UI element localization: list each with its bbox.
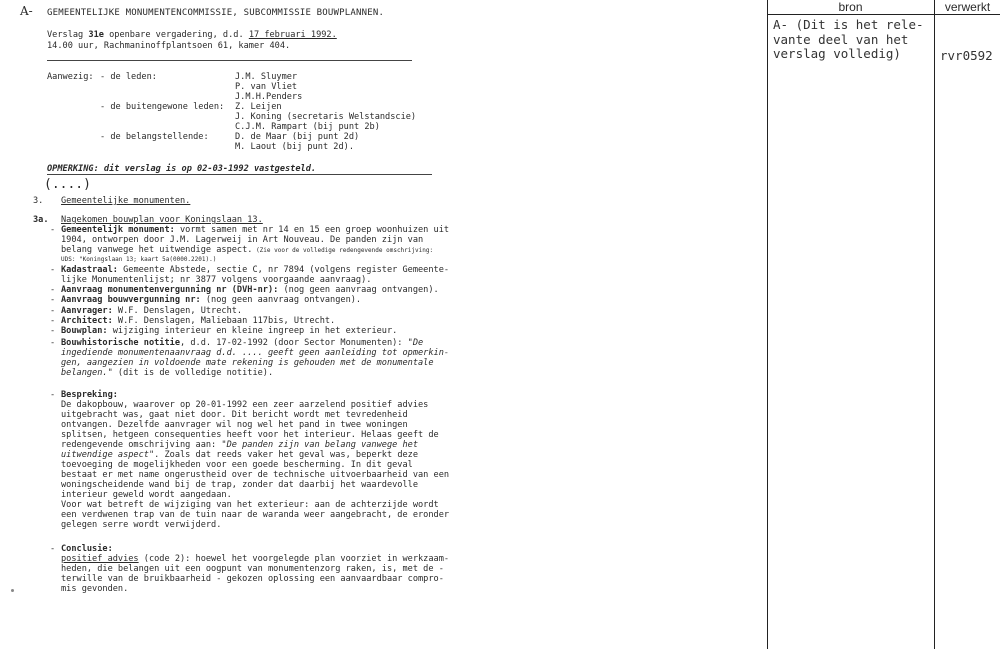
conclusie-line-4: mis gevonden. xyxy=(61,584,129,594)
kadastraal-line-1: Kadastraal: Gemeente Abstede, sectie C, nr 7894 (volgens register Gemeente- xyxy=(61,265,450,275)
attendance-role: - de buitengewone leden: xyxy=(100,102,225,112)
bespreking-line: De dakopbouw, waarover op 20-01-1992 een zeer aarzelend positief advies xyxy=(61,400,429,410)
attendance-name: Z. Leijen xyxy=(235,102,282,112)
source-note: A- (Dit is het rele- vante deel van het verslag volledig) xyxy=(773,17,924,61)
bouwplan: Bouwplan: wijziging interieur en kleine ingreep in het exterieur. xyxy=(61,326,398,336)
panel-left-border xyxy=(767,0,768,649)
bespreking-line: gelegen serre wordt verwijderd. xyxy=(61,520,222,530)
meeting-location: 14.00 uur, Rachmaninoffplantsoen 61, kamer 404. xyxy=(47,41,291,51)
bouwhist-line-4: belangen." (dit is de volledige notitie). xyxy=(61,368,274,378)
bespreking-line: woningscheidende wand bij de trap, zonder dat daarbij het waardevolle xyxy=(61,480,418,490)
monument-line-1: Gemeentelijk monument: vormt samen met nr 14 en 15 een groep woonhuizen uit xyxy=(61,225,450,235)
bouwhist-line-1: Bouwhistorische notitie, d.d. 17-02-1992 (door Sector Monumenten): "De xyxy=(61,338,424,348)
aanvraag-monumenten: Aanvraag monumentenvergunning nr (DVH-nr): (nog geen aanvraag ontvangen). xyxy=(61,285,439,295)
bullet-dash: - xyxy=(50,338,56,348)
column-header-bron: bron xyxy=(838,0,863,14)
section-marker: A- xyxy=(20,4,33,18)
attendance-role: - de leden: xyxy=(100,72,157,82)
aanvraag-bouw: Aanvraag bouwvergunning nr: (nog geen aanvraag ontvangen). xyxy=(61,295,362,305)
aanvrager: Aanvrager: W.F. Denslagen, Utrecht. xyxy=(61,306,243,316)
item-3a-title: Nagekomen bouwplan voor Koningslaan 13. xyxy=(61,215,263,225)
section-3-number: 3. xyxy=(33,196,44,206)
attendance-name: J.M.H.Penders xyxy=(235,92,303,102)
attendance-name: C.J.M. Rampart (bij punt 2b) xyxy=(235,122,380,132)
source-panel xyxy=(767,0,1000,649)
bespreking-line: uitwendige aspect". Zoals dat reeds vaker het geval was, beperkt deze xyxy=(61,450,419,460)
remark-rule xyxy=(47,174,432,175)
ellipsis: (....) xyxy=(44,177,91,192)
conclusie-line-3: terwille van de bruikbaarheid - gekozen oplossing een aanvaardbaar compro- xyxy=(61,574,444,584)
monument-line-3: belang vanwege het uitwendige aspect. (Zie voor de volledige redengevende omschrijving: xyxy=(61,245,434,255)
conclusie-label: Conclusie: xyxy=(61,544,113,554)
bespreking-line: toevoeging de mogelijkheden voor een goede bescherming. In dit geval xyxy=(61,460,413,470)
attendance-label: Aanwezig: xyxy=(47,72,94,82)
attendance-name: M. Laout (bij punt 2d). xyxy=(235,142,354,152)
item-3a-number: 3a. xyxy=(33,215,49,225)
conclusie-line-1: positief advies (code 2): hoewel het voorgelegde plan voorziet in werkzaam- xyxy=(61,554,450,564)
bullet-dash: - xyxy=(50,316,56,326)
bespreking-label: Bespreking: xyxy=(61,390,118,400)
attendance-name: J. Koning (secretaris Welstandscie) xyxy=(235,112,417,122)
panel-column-divider xyxy=(934,0,935,649)
bullet-dash: - xyxy=(50,326,56,336)
bespreking-line: bestaat er met name ongerustheid over de technische uitvoerbaarheid van een xyxy=(61,470,450,480)
column-header-verwerkt: verwerkt xyxy=(944,0,991,14)
kadastraal-line-2: lijke Monumentenlijst; nr 3877 volgens voorgaande aanvraag). xyxy=(61,275,372,285)
speck xyxy=(11,589,14,592)
attendance-role: - de belangstellende: xyxy=(100,132,209,142)
bullet-dash: - xyxy=(50,225,56,235)
remark: OPMERKING: dit verslag is op 02-03-1992 vastgesteld. xyxy=(47,164,317,174)
bespreking-line: splitsen, hetgeen consequenties heeft voor het interieur. Helaas geeft de xyxy=(61,430,439,440)
bespreking-line: interieur geweld wordt aangedaan. xyxy=(61,490,232,500)
bullet-dash: - xyxy=(50,390,56,400)
attendance-name: J.M. Sluymer xyxy=(235,72,298,82)
processed-code: rvr0592 xyxy=(940,48,993,63)
header-rule xyxy=(47,60,412,61)
conclusie-line-2: heden, die belangen uit een oogpunt van monumentenzorg raken, is, met de - xyxy=(61,564,444,574)
bouwhist-line-3: gen, aangezien in voldoende mate rekening is gehouden met de monumentale xyxy=(61,358,434,368)
panel-header-rule xyxy=(767,14,1000,15)
attendance-name: D. de Maar (bij punt 2d) xyxy=(235,132,360,142)
bullet-dash: - xyxy=(50,285,56,295)
bullet-dash: - xyxy=(50,295,56,305)
bouwhist-line-2: ingediende monumentenaanvraag d.d. .... geeft geen aanleiding tot opmerkin- xyxy=(61,348,450,358)
architect: Architect: W.F. Denslagen, Maliebaan 117bis, Utrecht. xyxy=(61,316,336,326)
bespreking-line: een verdwenen trap van de tuin naar de waranda weer aangebracht, de eronder xyxy=(61,510,450,520)
bespreking-line: ontvangen. Dezelfde aanvrager wil nog wel het pand in twee woningen xyxy=(61,420,408,430)
monument-line-2: 1904, ontworpen door J.M. Lagerweij in Art Nouveau. De panden zijn van xyxy=(61,235,424,245)
monument-ref: UDS: "Koningslaan 13; kaart 5a(0000.2201).) xyxy=(61,256,217,263)
bespreking-line: redengevende omschrijving aan: "De panden zijn van belang vanwege het xyxy=(61,440,418,450)
bespreking-line: uitgebracht was, gaat niet door. Dit bericht wordt met tevredenheid xyxy=(61,410,408,420)
document-title: GEMEENTELIJKE MONUMENTENCOMMISSIE, SUBCOMMISSIE BOUWPLANNEN. xyxy=(47,8,385,18)
bullet-dash: - xyxy=(50,265,56,275)
bullet-dash: - xyxy=(50,306,56,316)
meeting-line: Verslag 31e openbare vergadering, d.d. 17 februari 1992. xyxy=(47,30,337,40)
attendance-name: P. van Vliet xyxy=(235,82,298,92)
bespreking-line: Voor wat betreft de wijziging van het exterieur: aan de achterzijde wordt xyxy=(61,500,439,510)
bullet-dash: - xyxy=(50,544,56,554)
section-3-title: Gemeentelijke monumenten. xyxy=(61,196,191,206)
